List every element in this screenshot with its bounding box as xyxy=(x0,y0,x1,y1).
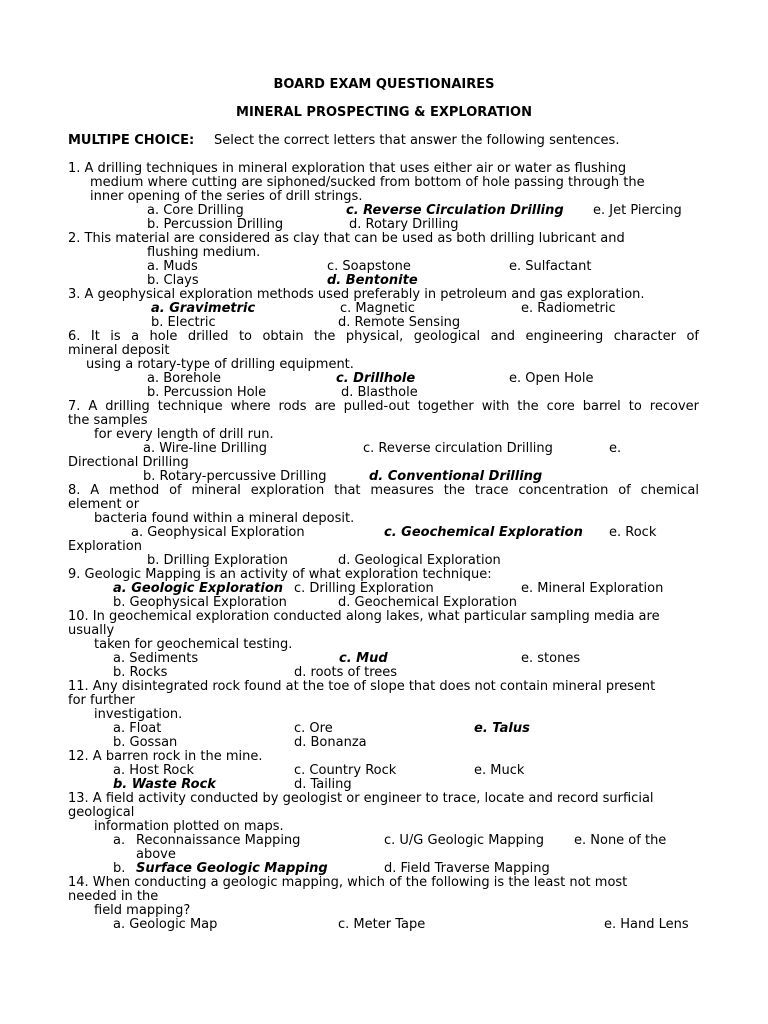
question-8-line-2: element or xyxy=(68,497,140,512)
question-10-choice-b: b. Rocks xyxy=(113,665,168,680)
question-3-line-1: 3. A geophysical exploration methods used preferably in petroleum and gas exploration. xyxy=(68,287,645,302)
question-14-choice-c: c. Meter Tape xyxy=(338,917,426,932)
question-10-choice-c-answer: c. Mud xyxy=(339,651,388,666)
question-13-line-3: information plotted on maps. xyxy=(94,819,284,834)
question-2-choice-a: a. Muds xyxy=(147,259,198,274)
question-12-choice-b-answer: b. Waste Rock xyxy=(113,777,216,792)
question-12-choice-e: e. Muck xyxy=(474,763,525,778)
instructions-text: Select the correct letters that answer the following sentences. xyxy=(214,133,620,148)
question-6-choice-b: b. Percussion Hole xyxy=(147,385,267,400)
question-6-choice-e: e. Open Hole xyxy=(509,371,594,386)
question-6-line-3: using a rotary-type of drilling equipment. xyxy=(86,357,354,372)
question-10-choice-d: d. roots of trees xyxy=(294,665,398,680)
question-7-line-2: the samples xyxy=(68,413,148,428)
question-13-choice-a-letter: a. xyxy=(113,833,126,848)
question-2-choice-e: e. Sulfactant xyxy=(509,259,592,274)
question-1-choice-b: b. Percussion Drilling xyxy=(147,217,284,232)
question-14-line-3: field mapping? xyxy=(94,903,191,918)
question-13-choice-e-cont: above xyxy=(136,847,176,862)
question-14-line-1: 14. When conducting a geologic mapping, which of the following is the least not most xyxy=(68,875,628,890)
question-1-choice-d: d. Rotary Drilling xyxy=(349,217,459,232)
question-13-line-1: 13. A field activity conducted by geologist or engineer to trace, locate and record surficial xyxy=(68,791,654,806)
question-12-choice-a: a. Host Rock xyxy=(113,763,195,778)
question-10-choice-e: e. stones xyxy=(521,651,581,666)
question-12-choice-c: c. Country Rock xyxy=(294,763,397,778)
question-8-choice-e-cont: Exploration xyxy=(68,539,142,554)
question-11-choice-b: b. Gossan xyxy=(113,735,178,750)
question-6-line-2: mineral deposit xyxy=(68,343,170,358)
question-7-choice-e-cont: Directional Drilling xyxy=(68,455,189,470)
question-10-choice-a: a. Sediments xyxy=(113,651,199,666)
question-11-choice-d: d. Bonanza xyxy=(294,735,367,750)
question-11-choice-a: a. Float xyxy=(113,721,162,736)
question-7-line-1: 7. A drilling technique where rods are pulled-out together with the core barrel to recover xyxy=(68,399,699,414)
question-3-choice-a-answer: a. Gravimetric xyxy=(151,301,256,316)
question-9-choice-a-answer: a. Geologic Exploration xyxy=(113,581,284,596)
document-subtitle: MINERAL PROSPECTING & EXPLORATION xyxy=(236,105,532,120)
question-6-choice-c-answer: c. Drillhole xyxy=(336,371,416,386)
question-9-choice-d: d. Geochemical Exploration xyxy=(338,595,517,610)
question-1-line-3: inner opening of the series of drill strings. xyxy=(90,189,363,204)
question-13-choice-e: e. None of the xyxy=(574,833,667,848)
question-11-line-1: 11. Any disintegrated rock found at the toe of slope that does not contain mineral present xyxy=(68,679,656,694)
question-6-choice-d: d. Blasthole xyxy=(341,385,418,400)
question-8-choice-e: e. Rock xyxy=(609,525,657,540)
question-9-choice-b: b. Geophysical Exploration xyxy=(113,595,287,610)
question-11-line-2: for further xyxy=(68,693,135,708)
question-1-line-2: medium where cutting are siphoned/sucked from bottom of hole passing through the xyxy=(90,175,645,190)
question-13-line-2: geological xyxy=(68,805,135,820)
document-title: BOARD EXAM QUESTIONAIRES xyxy=(273,77,495,92)
question-7-choice-a: a. Wire-line Drilling xyxy=(143,441,268,456)
question-13-choice-a: Reconnaissance Mapping xyxy=(136,833,301,848)
question-7-choice-d-answer: d. Conventional Drilling xyxy=(369,469,543,484)
question-8-choice-c-answer: c. Geochemical Exploration xyxy=(384,525,583,540)
question-2-choice-d-answer: d. Bentonite xyxy=(327,273,418,288)
question-1-choice-c-answer: c. Reverse Circulation Drilling xyxy=(346,203,564,218)
question-13-choice-b-letter: b. xyxy=(113,861,126,876)
question-1-line-1: 1. A drilling techniques in mineral exploration that uses either air or water as flushing xyxy=(68,161,627,176)
question-1-choice-e: e. Jet Piercing xyxy=(593,203,682,218)
question-9-choice-c: c. Drilling Exploration xyxy=(294,581,434,596)
question-3-choice-c: c. Magnetic xyxy=(340,301,415,316)
question-9-line-1: 9. Geologic Mapping is an activity of what exploration technique: xyxy=(68,567,492,582)
question-3-choice-e: e. Radiometric xyxy=(521,301,616,316)
question-2-choice-c: c. Soapstone xyxy=(327,259,411,274)
question-8-choice-d: d. Geological Exploration xyxy=(338,553,501,568)
question-8-line-3: bacteria found within a mineral deposit. xyxy=(94,511,355,526)
question-13-choice-d: d. Field Traverse Mapping xyxy=(384,861,550,876)
question-13-choice-b-answer: Surface Geologic Mapping xyxy=(136,861,328,876)
question-6-line-1: 6. It is a hole drilled to obtain the physical, geological and engineering character of xyxy=(68,329,699,344)
question-12-line-1: 12. A barren rock in the mine. xyxy=(68,749,263,764)
question-7-line-3: for every length of drill run. xyxy=(94,427,274,442)
instructions-heading: MULTIPE CHOICE: xyxy=(68,133,195,148)
question-14-line-2: needed in the xyxy=(68,889,159,904)
question-8-choice-b: b. Drilling Exploration xyxy=(147,553,288,568)
question-13-choice-c: c. U/G Geologic Mapping xyxy=(384,833,545,848)
question-9-choice-e: e. Mineral Exploration xyxy=(521,581,664,596)
question-11-choice-e-answer: e. Talus xyxy=(474,721,530,736)
question-7-choice-b: b. Rotary-percussive Drilling xyxy=(143,469,327,484)
question-6-choice-a: a. Borehole xyxy=(147,371,221,386)
question-1-choice-a: a. Core Drilling xyxy=(147,203,244,218)
question-14-choice-e: e. Hand Lens xyxy=(604,917,689,932)
question-10-line-3: taken for geochemical testing. xyxy=(94,637,293,652)
question-7-choice-e: e. xyxy=(609,441,622,456)
question-2-line-1: 2. This material are considered as clay that can be used as both drilling lubricant and xyxy=(68,231,625,246)
question-8-choice-a: a. Geophysical Exploration xyxy=(131,525,305,540)
question-14-choice-a: a. Geologic Map xyxy=(113,917,218,932)
question-12-choice-d: d. Tailing xyxy=(294,777,352,792)
question-11-choice-c: c. Ore xyxy=(294,721,333,736)
question-10-line-1: 10. In geochemical exploration conducted along lakes, what particular sampling media are xyxy=(68,609,660,624)
question-3-choice-d: d. Remote Sensing xyxy=(338,315,461,330)
question-2-line-2: flushing medium. xyxy=(147,245,261,260)
question-2-choice-b: b. Clays xyxy=(147,273,199,288)
question-10-line-2: usually xyxy=(68,623,115,638)
question-11-line-3: investigation. xyxy=(94,707,183,722)
question-3-choice-b: b. Electric xyxy=(151,315,216,330)
question-8-line-1: 8. A method of mineral exploration that measures the trace concentration of chemical xyxy=(68,483,699,498)
question-7-choice-c: c. Reverse circulation Drilling xyxy=(363,441,553,456)
